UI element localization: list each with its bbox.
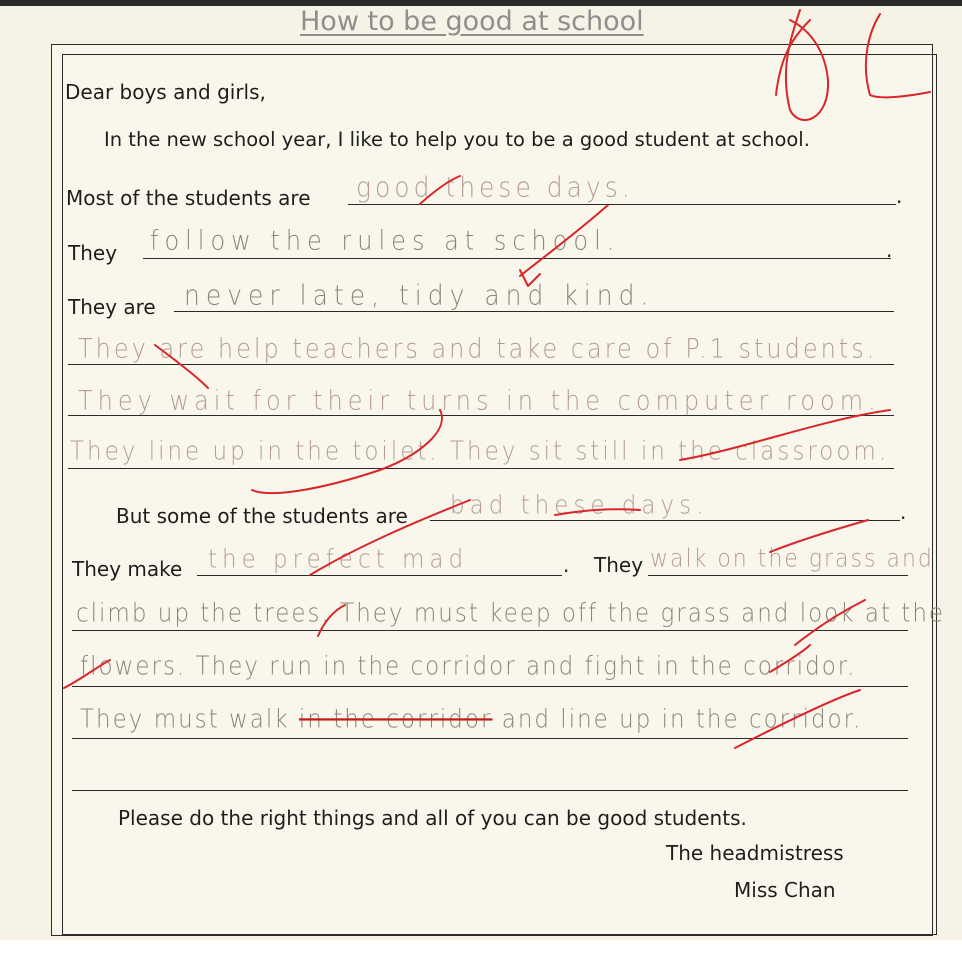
- prompt-they-make: They make: [72, 557, 183, 581]
- greeting: Dear boys and girls,: [65, 80, 266, 104]
- period-3: .: [900, 500, 907, 524]
- prompt-but: But some of the students are: [116, 504, 408, 528]
- signoff-role: The headmistress: [666, 841, 844, 865]
- period-1: .: [896, 184, 903, 208]
- answer-most: good these days.: [356, 170, 634, 203]
- period-4: .: [563, 553, 570, 577]
- answer-line: [72, 686, 908, 687]
- signoff-name: Miss Chan: [734, 878, 836, 902]
- prompt-they-2: They: [594, 553, 644, 577]
- answer-line: [174, 311, 894, 312]
- prompt-they: They: [68, 241, 118, 265]
- answer-but: bad these days.: [450, 490, 709, 520]
- answer-they-make: the prefect mad: [208, 544, 469, 574]
- prompt-most: Most of the students are: [66, 186, 311, 210]
- answer-line: [197, 575, 562, 576]
- answer-they-are: never late, tidy and kind.: [184, 278, 655, 311]
- answer-line: [430, 520, 900, 521]
- answer-line: [72, 790, 908, 791]
- answer-line: [143, 258, 891, 259]
- answer-line: [68, 364, 894, 365]
- answer-they: follow the rules at school.: [150, 224, 621, 256]
- worksheet-title: How to be good at school: [300, 6, 644, 37]
- answer-line: [348, 204, 896, 205]
- answer-line-5: They wait for their turns in the computer room.: [78, 384, 881, 416]
- closing-text: Please do the right things and all of you can be good students.: [118, 806, 747, 830]
- answer-line-10: flowers. They run in the corridor and fight in the corridor.: [80, 651, 857, 681]
- scan-margin: [0, 940, 962, 956]
- answer-line: [72, 630, 908, 631]
- answer-line-11: [80, 705, 862, 734]
- answer-line: [648, 575, 908, 576]
- period-2: .: [886, 238, 893, 262]
- answer-line: [72, 738, 908, 739]
- answer-line-9: climb up the trees. They must keep off the grass and look at the: [76, 598, 946, 628]
- answer-line-4: They are help teachers and take care of P.1 students.: [78, 332, 878, 364]
- answer-line: [68, 468, 894, 469]
- answer-line-6: They line up in the toilet. They sit still in the classroom.: [70, 436, 890, 466]
- answer-line-11-struck: in the corridor: [298, 704, 493, 734]
- answer-line-11-end: and line up in the corridor.: [501, 704, 863, 734]
- prompt-they-are: They are: [68, 295, 156, 319]
- answer-line-11-start: They must walk: [80, 704, 290, 734]
- answer-they-walk: walk on the grass and: [650, 545, 934, 573]
- intro-text: In the new school year, I like to help you to be a good student at school.: [104, 128, 810, 151]
